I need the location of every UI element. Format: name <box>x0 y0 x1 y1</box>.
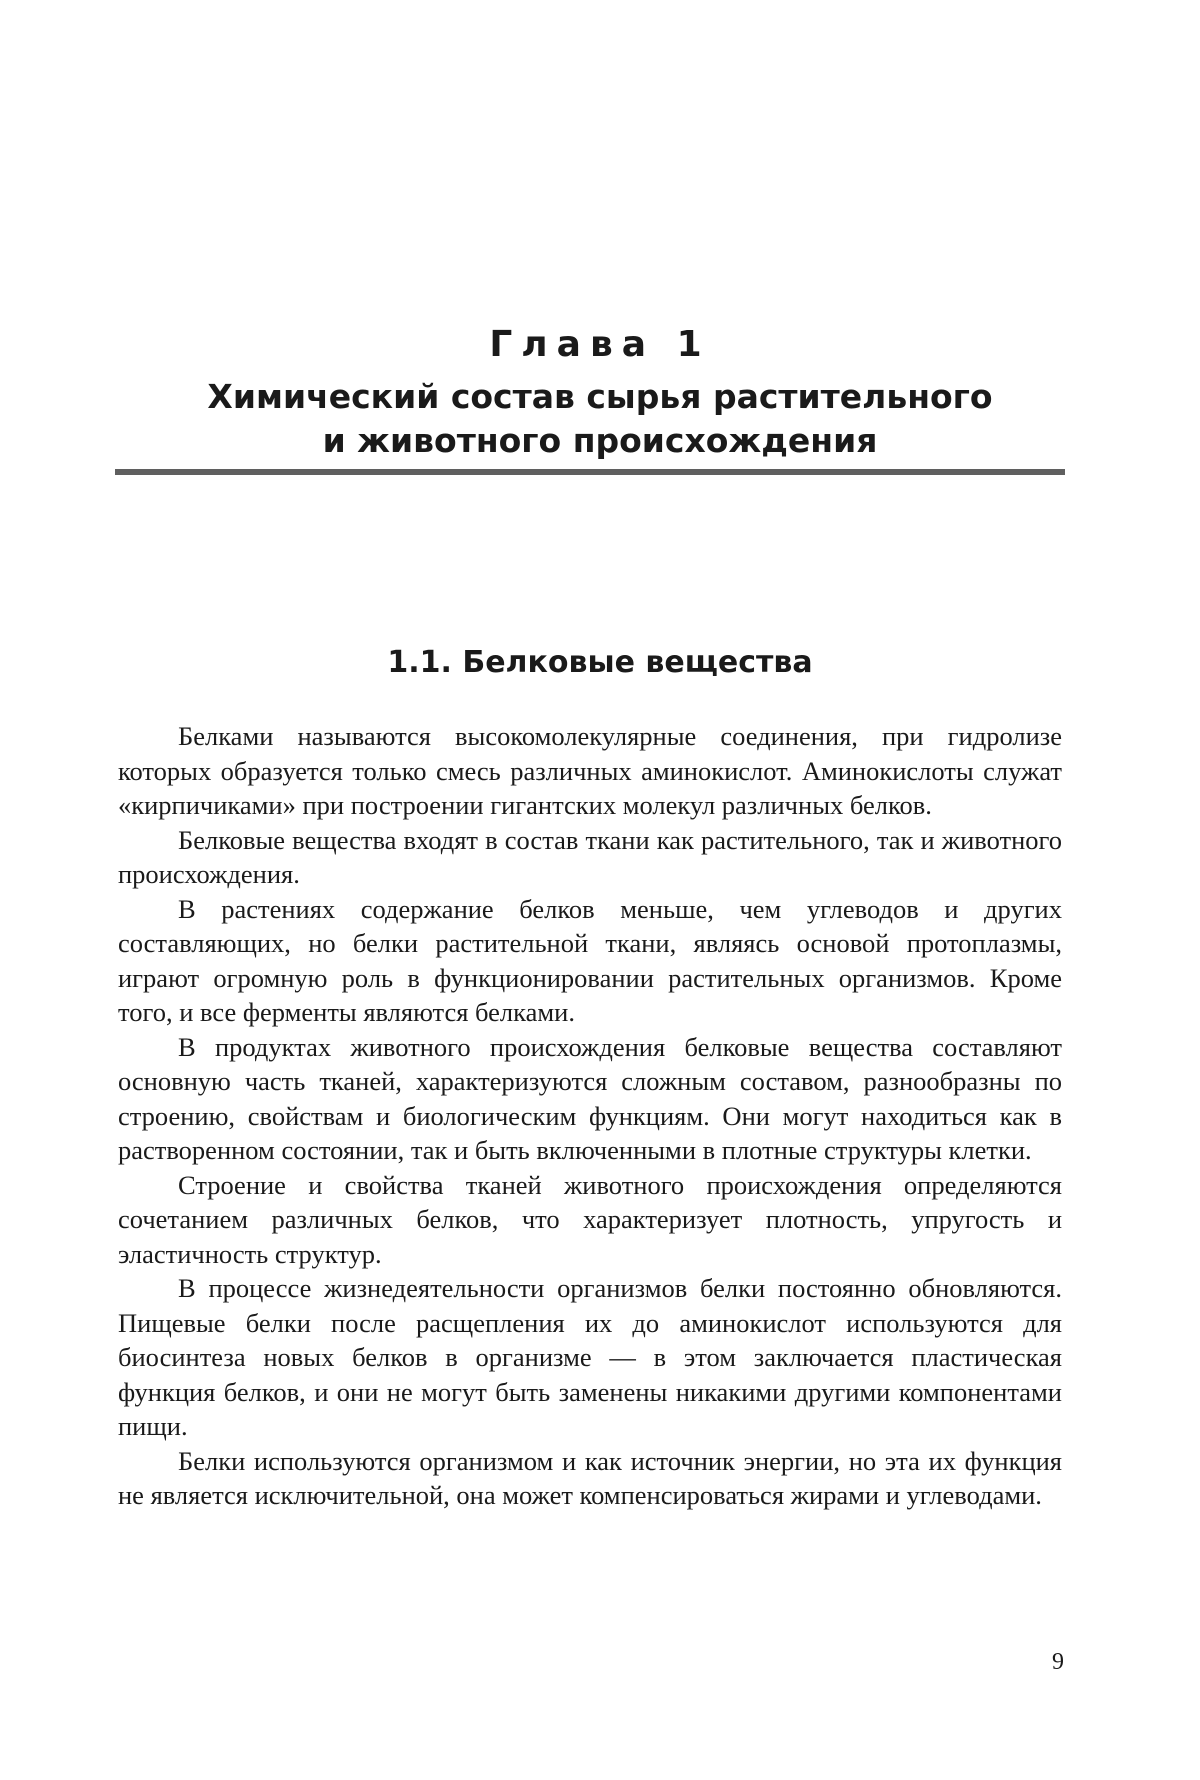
chapter-divider <box>115 469 1065 475</box>
chapter-title-line-1: Химический состав сырья растительного <box>0 375 1200 419</box>
paragraph: Белковые вещества входят в состав ткани как растительного, так и животного происхождения. <box>118 823 1062 892</box>
section-title: 1.1. Белковые вещества <box>0 643 1200 683</box>
paragraph: В продуктах животного происхождения белковые вещества составляют основную часть тканей, характеризуются сложным составом, разнообразны по строению, свойствам и биологическим функциям. Они могут находиться как в растворенном состоянии, так и быть включенными в плотные структуры клетки. <box>118 1030 1062 1168</box>
page-number: 9 <box>1052 1647 1064 1677</box>
paragraph: Белки используются организмом и как источник энергии, но эта их функция не является исключительной, она может компенсироваться жирами и углеводами. <box>118 1444 1062 1513</box>
chapter-title-line-2: и животного происхождения <box>0 419 1200 463</box>
chapter-title <box>0 375 1200 463</box>
paragraph: В процессе жизнедеятельности организмов белки постоянно обновляются. Пищевые белки после расщепления их до аминокислот используются для биосинтеза новых белков в организме — в этом заключается пластическая функция белков, и они не могут быть заменены никакими другими компонентами пищи. <box>118 1271 1062 1444</box>
paragraph: Строение и свойства тканей животного происхождения определяются сочетанием различных белков, что характеризует плотность, упругость и эластичность структур. <box>118 1168 1062 1272</box>
paragraph: Белками называются высокомолекулярные соединения, при гидролизе которых образуется только смесь различных аминокислот. Аминокислоты служат «кирпичиками» при построении гигантских молекул различных белков. <box>118 719 1062 823</box>
chapter-label: Глава 1 <box>0 323 1200 367</box>
paragraph: В растениях содержание белков меньше, чем углеводов и других составляющих, но белки растительной ткани, являясь основой протоплазмы, играют огромную роль в функционировании растительных организмов. Кроме того, и все ферменты являются белками. <box>118 892 1062 1030</box>
body-text <box>118 719 1062 1513</box>
book-page <box>0 0 1200 1780</box>
